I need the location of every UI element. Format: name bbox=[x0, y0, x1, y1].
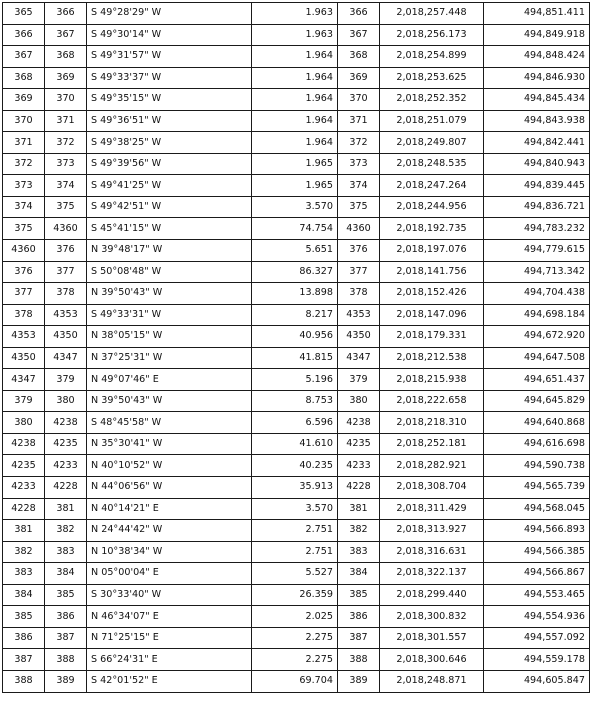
cell-distance: 2.025 bbox=[252, 606, 338, 628]
cell-bearing: S 30°33'40" W bbox=[87, 584, 252, 606]
cell-station-to: 381 bbox=[45, 498, 87, 520]
cell-station-to: 373 bbox=[45, 153, 87, 175]
cell-coord-x: 494,605.847 bbox=[484, 670, 590, 692]
cell-distance: 74.754 bbox=[252, 218, 338, 240]
table-row bbox=[3, 153, 590, 175]
cell-coord-y: 2,018,248.871 bbox=[380, 670, 484, 692]
cell-coord-x: 494,843.938 bbox=[484, 110, 590, 132]
cell-distance: 69.704 bbox=[252, 670, 338, 692]
cell-vertex: 4238 bbox=[338, 412, 380, 434]
cell-coord-y: 2,018,218.310 bbox=[380, 412, 484, 434]
cell-coord-y: 2,018,251.079 bbox=[380, 110, 484, 132]
cell-station-from: 378 bbox=[3, 304, 45, 326]
cell-distance: 1.963 bbox=[252, 3, 338, 25]
cell-vertex: 366 bbox=[338, 3, 380, 25]
cell-station-from: 382 bbox=[3, 541, 45, 563]
cell-distance: 86.327 bbox=[252, 261, 338, 283]
cell-station-to: 376 bbox=[45, 240, 87, 262]
cell-coord-x: 494,848.424 bbox=[484, 46, 590, 68]
cell-station-to: 382 bbox=[45, 520, 87, 542]
cell-bearing: N 39°50'43" W bbox=[87, 283, 252, 305]
cell-station-from: 371 bbox=[3, 132, 45, 154]
cell-coord-y: 2,018,299.440 bbox=[380, 584, 484, 606]
cell-station-from: 380 bbox=[3, 412, 45, 434]
cell-vertex: 381 bbox=[338, 498, 380, 520]
cell-distance: 1.964 bbox=[252, 110, 338, 132]
cell-station-from: 4238 bbox=[3, 433, 45, 455]
cell-station-to: 374 bbox=[45, 175, 87, 197]
cell-coord-x: 494,779.615 bbox=[484, 240, 590, 262]
table-row bbox=[3, 175, 590, 197]
cell-bearing: N 49°07'46" E bbox=[87, 369, 252, 391]
table-row bbox=[3, 240, 590, 262]
cell-vertex: 373 bbox=[338, 153, 380, 175]
cell-distance: 13.898 bbox=[252, 283, 338, 305]
cell-coord-x: 494,713.342 bbox=[484, 261, 590, 283]
cell-coord-y: 2,018,212.538 bbox=[380, 347, 484, 369]
cell-coord-y: 2,018,313.927 bbox=[380, 520, 484, 542]
cell-vertex: 378 bbox=[338, 283, 380, 305]
table-row bbox=[3, 541, 590, 563]
cell-coord-y: 2,018,252.352 bbox=[380, 89, 484, 111]
cell-coord-y: 2,018,311.429 bbox=[380, 498, 484, 520]
cell-station-to: 379 bbox=[45, 369, 87, 391]
cell-station-from: 375 bbox=[3, 218, 45, 240]
cell-bearing: S 49°42'51" W bbox=[87, 196, 252, 218]
survey-coordinates-table bbox=[2, 2, 590, 693]
table-row bbox=[3, 304, 590, 326]
cell-coord-y: 2,018,147.096 bbox=[380, 304, 484, 326]
cell-distance: 40.235 bbox=[252, 455, 338, 477]
table-row bbox=[3, 24, 590, 46]
cell-station-from: 388 bbox=[3, 670, 45, 692]
cell-station-from: 387 bbox=[3, 649, 45, 671]
table-row bbox=[3, 649, 590, 671]
cell-coord-y: 2,018,249.807 bbox=[380, 132, 484, 154]
cell-coord-x: 494,566.893 bbox=[484, 520, 590, 542]
cell-station-to: 372 bbox=[45, 132, 87, 154]
cell-vertex: 386 bbox=[338, 606, 380, 628]
cell-station-from: 379 bbox=[3, 390, 45, 412]
cell-bearing: N 37°25'31" W bbox=[87, 347, 252, 369]
cell-bearing: N 44°06'56" W bbox=[87, 477, 252, 499]
cell-vertex: 385 bbox=[338, 584, 380, 606]
cell-vertex: 388 bbox=[338, 649, 380, 671]
cell-coord-x: 494,840.943 bbox=[484, 153, 590, 175]
cell-vertex: 389 bbox=[338, 670, 380, 692]
cell-bearing: S 42°01'52" E bbox=[87, 670, 252, 692]
cell-station-to: 4228 bbox=[45, 477, 87, 499]
cell-station-to: 386 bbox=[45, 606, 87, 628]
cell-distance: 1.965 bbox=[252, 153, 338, 175]
cell-distance: 5.527 bbox=[252, 563, 338, 585]
cell-station-from: 373 bbox=[3, 175, 45, 197]
cell-vertex: 4360 bbox=[338, 218, 380, 240]
cell-station-from: 4233 bbox=[3, 477, 45, 499]
table-row bbox=[3, 218, 590, 240]
cell-station-from: 4353 bbox=[3, 326, 45, 348]
cell-bearing: S 49°41'25" W bbox=[87, 175, 252, 197]
cell-station-from: 381 bbox=[3, 520, 45, 542]
cell-distance: 3.570 bbox=[252, 196, 338, 218]
cell-bearing: S 49°33'31" W bbox=[87, 304, 252, 326]
cell-coord-y: 2,018,222.658 bbox=[380, 390, 484, 412]
cell-bearing: N 39°48'17" W bbox=[87, 240, 252, 262]
cell-station-from: 376 bbox=[3, 261, 45, 283]
cell-station-to: 371 bbox=[45, 110, 87, 132]
table-row bbox=[3, 283, 590, 305]
cell-bearing: S 50°08'48" W bbox=[87, 261, 252, 283]
cell-vertex: 372 bbox=[338, 132, 380, 154]
table-row bbox=[3, 498, 590, 520]
cell-distance: 8.217 bbox=[252, 304, 338, 326]
cell-coord-y: 2,018,282.921 bbox=[380, 455, 484, 477]
cell-vertex: 4347 bbox=[338, 347, 380, 369]
cell-distance: 1.964 bbox=[252, 46, 338, 68]
cell-station-to: 4350 bbox=[45, 326, 87, 348]
cell-bearing: S 49°30'14" W bbox=[87, 24, 252, 46]
cell-coord-x: 494,590.738 bbox=[484, 455, 590, 477]
cell-distance: 41.610 bbox=[252, 433, 338, 455]
cell-distance: 26.359 bbox=[252, 584, 338, 606]
cell-coord-x: 494,842.441 bbox=[484, 132, 590, 154]
cell-vertex: 387 bbox=[338, 627, 380, 649]
cell-coord-y: 2,018,247.264 bbox=[380, 175, 484, 197]
cell-distance: 1.965 bbox=[252, 175, 338, 197]
cell-coord-x: 494,651.437 bbox=[484, 369, 590, 391]
cell-bearing: S 49°36'51" W bbox=[87, 110, 252, 132]
cell-coord-x: 494,553.465 bbox=[484, 584, 590, 606]
cell-station-to: 369 bbox=[45, 67, 87, 89]
cell-coord-x: 494,647.508 bbox=[484, 347, 590, 369]
cell-station-to: 377 bbox=[45, 261, 87, 283]
table-body bbox=[3, 3, 590, 693]
cell-station-from: 4235 bbox=[3, 455, 45, 477]
cell-station-to: 385 bbox=[45, 584, 87, 606]
cell-station-from: 368 bbox=[3, 67, 45, 89]
cell-distance: 8.753 bbox=[252, 390, 338, 412]
cell-distance: 3.570 bbox=[252, 498, 338, 520]
cell-vertex: 371 bbox=[338, 110, 380, 132]
cell-bearing: S 49°33'37" W bbox=[87, 67, 252, 89]
cell-coord-x: 494,559.178 bbox=[484, 649, 590, 671]
cell-bearing: S 49°28'29" W bbox=[87, 3, 252, 25]
table-row bbox=[3, 477, 590, 499]
cell-station-from: 4360 bbox=[3, 240, 45, 262]
table-row bbox=[3, 390, 590, 412]
cell-station-to: 366 bbox=[45, 3, 87, 25]
cell-coord-y: 2,018,254.899 bbox=[380, 46, 484, 68]
cell-coord-x: 494,849.918 bbox=[484, 24, 590, 46]
cell-coord-y: 2,018,152.426 bbox=[380, 283, 484, 305]
cell-coord-x: 494,566.867 bbox=[484, 563, 590, 585]
cell-vertex: 379 bbox=[338, 369, 380, 391]
cell-coord-x: 494,836.721 bbox=[484, 196, 590, 218]
cell-station-to: 4360 bbox=[45, 218, 87, 240]
cell-bearing: S 49°39'56" W bbox=[87, 153, 252, 175]
cell-station-from: 4350 bbox=[3, 347, 45, 369]
table-row bbox=[3, 3, 590, 25]
cell-distance: 35.913 bbox=[252, 477, 338, 499]
cell-coord-x: 494,640.868 bbox=[484, 412, 590, 434]
cell-distance: 2.751 bbox=[252, 541, 338, 563]
cell-bearing: S 49°35'15" W bbox=[87, 89, 252, 111]
cell-coord-y: 2,018,301.557 bbox=[380, 627, 484, 649]
cell-distance: 2.275 bbox=[252, 627, 338, 649]
cell-station-to: 384 bbox=[45, 563, 87, 585]
cell-coord-x: 494,851.411 bbox=[484, 3, 590, 25]
table-row bbox=[3, 261, 590, 283]
cell-station-to: 4353 bbox=[45, 304, 87, 326]
cell-station-from: 374 bbox=[3, 196, 45, 218]
cell-vertex: 4235 bbox=[338, 433, 380, 455]
cell-vertex: 380 bbox=[338, 390, 380, 412]
cell-station-to: 387 bbox=[45, 627, 87, 649]
cell-vertex: 375 bbox=[338, 196, 380, 218]
cell-vertex: 376 bbox=[338, 240, 380, 262]
cell-coord-y: 2,018,197.076 bbox=[380, 240, 484, 262]
cell-station-from: 366 bbox=[3, 24, 45, 46]
cell-vertex: 384 bbox=[338, 563, 380, 585]
cell-coord-y: 2,018,141.756 bbox=[380, 261, 484, 283]
cell-station-from: 385 bbox=[3, 606, 45, 628]
cell-distance: 6.596 bbox=[252, 412, 338, 434]
cell-coord-y: 2,018,322.137 bbox=[380, 563, 484, 585]
cell-distance: 1.963 bbox=[252, 24, 338, 46]
cell-vertex: 367 bbox=[338, 24, 380, 46]
table-row bbox=[3, 584, 590, 606]
table-row bbox=[3, 627, 590, 649]
cell-bearing: N 46°34'07" E bbox=[87, 606, 252, 628]
cell-station-from: 369 bbox=[3, 89, 45, 111]
cell-distance: 1.964 bbox=[252, 67, 338, 89]
cell-coord-x: 494,554.936 bbox=[484, 606, 590, 628]
cell-vertex: 382 bbox=[338, 520, 380, 542]
cell-bearing: S 45°41'15" W bbox=[87, 218, 252, 240]
cell-coord-y: 2,018,308.704 bbox=[380, 477, 484, 499]
table-row bbox=[3, 46, 590, 68]
cell-bearing: N 24°44'42" W bbox=[87, 520, 252, 542]
cell-coord-y: 2,018,300.646 bbox=[380, 649, 484, 671]
table-row bbox=[3, 455, 590, 477]
cell-station-from: 384 bbox=[3, 584, 45, 606]
cell-coord-y: 2,018,192.735 bbox=[380, 218, 484, 240]
table-row bbox=[3, 110, 590, 132]
table-row bbox=[3, 606, 590, 628]
cell-coord-x: 494,846.930 bbox=[484, 67, 590, 89]
cell-distance: 41.815 bbox=[252, 347, 338, 369]
cell-vertex: 370 bbox=[338, 89, 380, 111]
cell-station-to: 380 bbox=[45, 390, 87, 412]
cell-station-to: 4235 bbox=[45, 433, 87, 455]
cell-station-from: 367 bbox=[3, 46, 45, 68]
cell-coord-y: 2,018,179.331 bbox=[380, 326, 484, 348]
cell-distance: 5.196 bbox=[252, 369, 338, 391]
table-row bbox=[3, 433, 590, 455]
cell-station-from: 365 bbox=[3, 3, 45, 25]
cell-station-to: 4238 bbox=[45, 412, 87, 434]
cell-station-to: 368 bbox=[45, 46, 87, 68]
cell-station-to: 4347 bbox=[45, 347, 87, 369]
cell-coord-x: 494,565.739 bbox=[484, 477, 590, 499]
cell-coord-y: 2,018,257.448 bbox=[380, 3, 484, 25]
cell-bearing: S 66°24'31" E bbox=[87, 649, 252, 671]
cell-station-from: 4347 bbox=[3, 369, 45, 391]
cell-coord-x: 494,557.092 bbox=[484, 627, 590, 649]
cell-coord-x: 494,783.232 bbox=[484, 218, 590, 240]
cell-coord-x: 494,566.385 bbox=[484, 541, 590, 563]
cell-distance: 1.964 bbox=[252, 132, 338, 154]
cell-vertex: 4353 bbox=[338, 304, 380, 326]
cell-station-from: 4228 bbox=[3, 498, 45, 520]
cell-distance: 2.751 bbox=[252, 520, 338, 542]
table-row bbox=[3, 67, 590, 89]
table-row bbox=[3, 369, 590, 391]
table-row bbox=[3, 347, 590, 369]
cell-coord-y: 2,018,253.625 bbox=[380, 67, 484, 89]
cell-bearing: S 49°38'25" W bbox=[87, 132, 252, 154]
cell-vertex: 377 bbox=[338, 261, 380, 283]
cell-bearing: N 05°00'04" E bbox=[87, 563, 252, 585]
cell-coord-x: 494,839.445 bbox=[484, 175, 590, 197]
table-row bbox=[3, 670, 590, 692]
cell-vertex: 369 bbox=[338, 67, 380, 89]
cell-coord-y: 2,018,248.535 bbox=[380, 153, 484, 175]
cell-coord-x: 494,616.698 bbox=[484, 433, 590, 455]
cell-coord-x: 494,698.184 bbox=[484, 304, 590, 326]
table-row bbox=[3, 132, 590, 154]
cell-bearing: S 48°45'58" W bbox=[87, 412, 252, 434]
cell-vertex: 4350 bbox=[338, 326, 380, 348]
cell-coord-y: 2,018,316.631 bbox=[380, 541, 484, 563]
cell-station-from: 386 bbox=[3, 627, 45, 649]
cell-vertex: 4233 bbox=[338, 455, 380, 477]
cell-vertex: 374 bbox=[338, 175, 380, 197]
cell-station-to: 389 bbox=[45, 670, 87, 692]
table-row bbox=[3, 563, 590, 585]
cell-station-to: 4233 bbox=[45, 455, 87, 477]
cell-coord-y: 2,018,252.181 bbox=[380, 433, 484, 455]
table-row bbox=[3, 89, 590, 111]
table-row bbox=[3, 196, 590, 218]
cell-bearing: N 71°25'15" E bbox=[87, 627, 252, 649]
cell-distance: 40.956 bbox=[252, 326, 338, 348]
cell-bearing: N 38°05'15" W bbox=[87, 326, 252, 348]
cell-coord-x: 494,845.434 bbox=[484, 89, 590, 111]
cell-coord-x: 494,568.045 bbox=[484, 498, 590, 520]
cell-station-to: 370 bbox=[45, 89, 87, 111]
cell-vertex: 4228 bbox=[338, 477, 380, 499]
cell-station-from: 370 bbox=[3, 110, 45, 132]
cell-coord-y: 2,018,215.938 bbox=[380, 369, 484, 391]
table-row bbox=[3, 520, 590, 542]
cell-bearing: S 49°31'57" W bbox=[87, 46, 252, 68]
cell-bearing: N 40°14'21" E bbox=[87, 498, 252, 520]
cell-station-to: 375 bbox=[45, 196, 87, 218]
cell-bearing: N 39°50'43" W bbox=[87, 390, 252, 412]
cell-station-to: 378 bbox=[45, 283, 87, 305]
cell-distance: 1.964 bbox=[252, 89, 338, 111]
cell-coord-x: 494,704.438 bbox=[484, 283, 590, 305]
cell-coord-x: 494,672.920 bbox=[484, 326, 590, 348]
cell-station-from: 372 bbox=[3, 153, 45, 175]
cell-bearing: N 40°10'52" W bbox=[87, 455, 252, 477]
cell-station-to: 388 bbox=[45, 649, 87, 671]
cell-coord-y: 2,018,300.832 bbox=[380, 606, 484, 628]
cell-coord-y: 2,018,244.956 bbox=[380, 196, 484, 218]
cell-station-from: 377 bbox=[3, 283, 45, 305]
cell-coord-y: 2,018,256.173 bbox=[380, 24, 484, 46]
table-row bbox=[3, 412, 590, 434]
table-row bbox=[3, 326, 590, 348]
cell-vertex: 383 bbox=[338, 541, 380, 563]
cell-bearing: N 10°38'34" W bbox=[87, 541, 252, 563]
cell-distance: 5.651 bbox=[252, 240, 338, 262]
cell-station-to: 367 bbox=[45, 24, 87, 46]
cell-station-from: 383 bbox=[3, 563, 45, 585]
cell-vertex: 368 bbox=[338, 46, 380, 68]
cell-station-to: 383 bbox=[45, 541, 87, 563]
cell-distance: 2.275 bbox=[252, 649, 338, 671]
cell-bearing: N 35°30'41" W bbox=[87, 433, 252, 455]
cell-coord-x: 494,645.829 bbox=[484, 390, 590, 412]
